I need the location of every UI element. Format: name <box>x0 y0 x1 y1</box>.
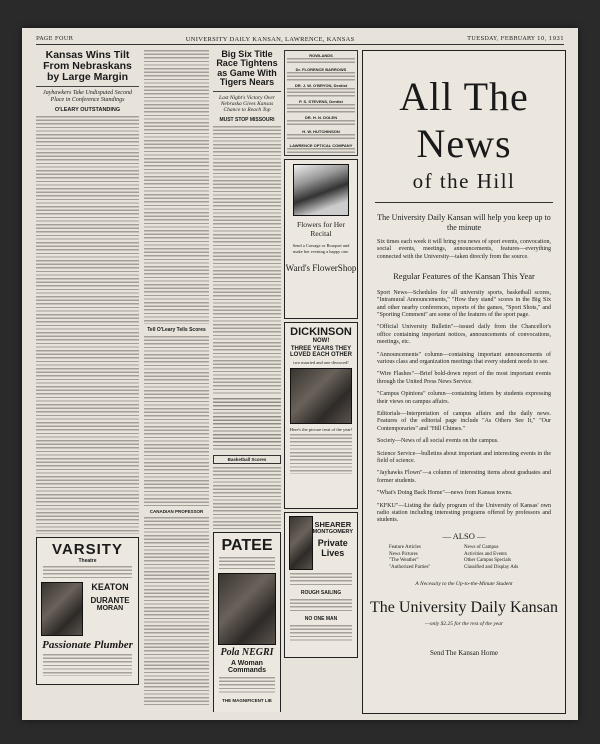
article-2-headline: Big Six Title Race Tightens as Game With Tigers Nears <box>216 50 278 88</box>
shearer-extra-2: NO ONE MAN <box>304 616 338 622</box>
column-2-body <box>144 50 209 324</box>
shearer-montgomery-ad <box>284 512 358 658</box>
also-left-item: "The Weather" <box>389 558 419 564</box>
bigad-paper-name: The University Daily Kansan <box>370 599 558 617</box>
also-right-item: News of Campus <box>464 545 499 551</box>
varsity-name: VARSITY <box>52 540 123 558</box>
column-4 <box>284 50 358 712</box>
dir-item-2: Dr. FLORENCE BARROWS <box>295 67 347 72</box>
flower-shop-ad <box>284 159 358 319</box>
bigad-p4: "Wire Flashes"—Brief bold-down report of the most important events through the United Press News Service. <box>377 371 551 385</box>
professional-directory <box>284 50 358 156</box>
also-left-item: Feature Articles <box>389 545 421 551</box>
masthead-date: TUESDAY, FEBRUARY 10, 1931 <box>467 36 564 42</box>
also-left-item: "Authorized Parties" <box>389 564 431 570</box>
basketball-scores-label: Basketball Scores <box>213 455 281 464</box>
dir-item-7: LAWRENCE OPTICAL COMPANY <box>289 143 353 148</box>
also-right-item: Activities and Events <box>464 551 507 557</box>
article-1-caption: O'LEARY OUTSTANDING <box>54 106 121 113</box>
patee-photo <box>218 573 276 645</box>
bigad-features-heading: Regular Features of the Kansan This Year <box>393 271 535 282</box>
column-2-caption: Tell O'Leary Tells Scores <box>147 327 206 333</box>
flower-illustration <box>293 164 349 216</box>
bigad-price: —only $2.25 for the rest of the year <box>424 621 504 628</box>
newspaper-page <box>22 28 578 720</box>
masthead-title: UNIVERSITY DAILY KANSAN, LAWRENCE, KANSAS <box>185 35 355 43</box>
flower-ad-headline: Flowers for Her Recital <box>297 220 345 238</box>
article-1-body <box>36 116 139 534</box>
masthead <box>36 34 564 45</box>
shearer-name-1: SHEARER <box>314 520 352 529</box>
dir-item-3: DR. J. W. O'BRYON, Dentist <box>294 83 348 88</box>
dickinson-theatre-ad <box>284 322 358 509</box>
bigad-p9: "Jayhawks Flown"—a column of interesting items about graduates and former students. <box>377 470 551 484</box>
bigad-p5: "Campus Opinions" column—containing letters by students expressing their views on campus affairs. <box>377 391 551 405</box>
article-1-subhead: Jayhawkers Take Undisputed Second Place in Conference Standings <box>43 90 132 103</box>
varsity-theatre-ad <box>36 537 139 685</box>
flower-ad-text: Send a Corsage or Bouquet and make her evening a happy one. <box>292 243 350 254</box>
bigad-intro: Six times each week it will bring you news of sport events, convocation, social events, meetings, announcements, features—everything connected with the University—taken directly from the source. <box>377 239 551 260</box>
varsity-star-1: KEATON <box>91 581 129 592</box>
patee-film: A Woman Commands <box>227 659 267 674</box>
box-score-table <box>213 398 281 452</box>
bigad-p1: Sport News—Schedules for all university sports, basketball scores, "Intramural Announcements," "How they stand" scores in the Big Six and other nearby conferences, reports of the games, "Sport Shots," and "Sporting Comment" are some of the features of the sport page. <box>377 289 551 318</box>
daily-kansan-ad <box>362 50 566 714</box>
bigad-headline-1: All The News <box>399 74 529 166</box>
patee-theatre-ad <box>213 532 281 712</box>
column-1 <box>36 50 139 712</box>
bigad-p7: Society—News of all social events on the campus. <box>377 438 499 445</box>
shearer-extra-1: ROUGH SAILING <box>300 590 342 596</box>
bigad-p10: "What's Doing Back Home"—news from Kansas towns. <box>377 490 513 497</box>
article-2-subhead: Last Night's Victory Over Nebraska Gives Kansas Chance to Reach Top <box>219 94 275 114</box>
flower-shop-name: Ward's FlowerShop <box>285 263 357 273</box>
also-left-item: News Pictures <box>389 551 418 557</box>
bigad-p2: "Official University Bulletin"—issued daily from the Chancellor's office containing important notices, announcements of convocations, meetings, etc. <box>377 324 551 346</box>
dickinson-line: THREE YEARS THEY LOVED EACH OTHER <box>289 346 352 358</box>
dir-item-4: P. S. STEVENS, Dentist <box>299 99 343 104</box>
dickinson-line-2: two married and one divorced! <box>293 360 349 365</box>
varsity-sub: Theatre <box>78 557 97 564</box>
bigad-p3: "Announcements" column—containing important announcements of various class and organization meetings that every student needs to see. <box>377 351 551 365</box>
dickinson-name: DICKINSON <box>290 326 352 338</box>
shearer-photo <box>289 516 313 570</box>
bigad-also-grid <box>389 545 539 571</box>
column-2-caption-2: CANADIAN PROFESSOR <box>149 509 204 514</box>
dickinson-now: NOW! <box>312 338 330 344</box>
varsity-star-3: MORAN <box>96 604 124 612</box>
dickinson-tagline: Here's the picture treat of the year! <box>289 427 353 432</box>
patee-extra: THE MAGNIFICENT LIE <box>222 697 272 703</box>
also-right-item: Other Campus Specials <box>464 558 511 564</box>
dir-item-6: H. W. HUTCHINSON <box>302 129 340 134</box>
page-number: PAGE FOUR <box>36 36 74 42</box>
shearer-film: Private Lives <box>317 538 348 558</box>
bigad-p6: Editorials—Interpretation of campus affairs and the daily news. Features of the editorial page include "As Others See It," "Our Contemporaries" and "Hill Chimes." <box>377 411 551 432</box>
shearer-name-2: MONTGOMERY <box>312 529 353 535</box>
bigad-necessity: A Necessity to the Up-to-the-Minute Student <box>415 581 513 588</box>
varsity-photo-left <box>41 582 83 636</box>
article-2-caption: MUST STOP MISSOURI <box>219 116 275 123</box>
also-right-item: Classified and Display Ads <box>464 564 519 570</box>
bigad-send-home: Send The Kansan Home <box>429 649 499 658</box>
bigad-p11: "KFKU"—Listing the daily program of the University of Kansas' own radio station including interesting programs offered by professors and students. <box>377 502 551 524</box>
bigad-headline-2: of the Hill <box>412 169 516 193</box>
dir-item-5: DR. H. N. DOLEN <box>304 115 338 120</box>
bigad-p8: Science Service—bulletins about important and interesting events in the field of science. <box>377 450 551 465</box>
patee-star: Pola NEGRI <box>220 646 274 658</box>
column-2 <box>144 50 209 712</box>
column-3 <box>213 50 281 712</box>
dir-item-1: ROWLANDS <box>309 53 333 58</box>
patee-name: PATEE <box>221 536 273 554</box>
bigad-lead: The University Daily Kansan will help you keep up to the minute <box>377 213 551 232</box>
dickinson-photo <box>290 368 352 424</box>
varsity-film: Passionate Plumber <box>42 638 133 651</box>
bigad-also: — ALSO — <box>442 530 486 541</box>
varsity-star-2: DURANTE <box>90 595 130 605</box>
article-1-headline: Kansas Wins Tilt From Nebraskans by Large Margin <box>43 50 132 84</box>
